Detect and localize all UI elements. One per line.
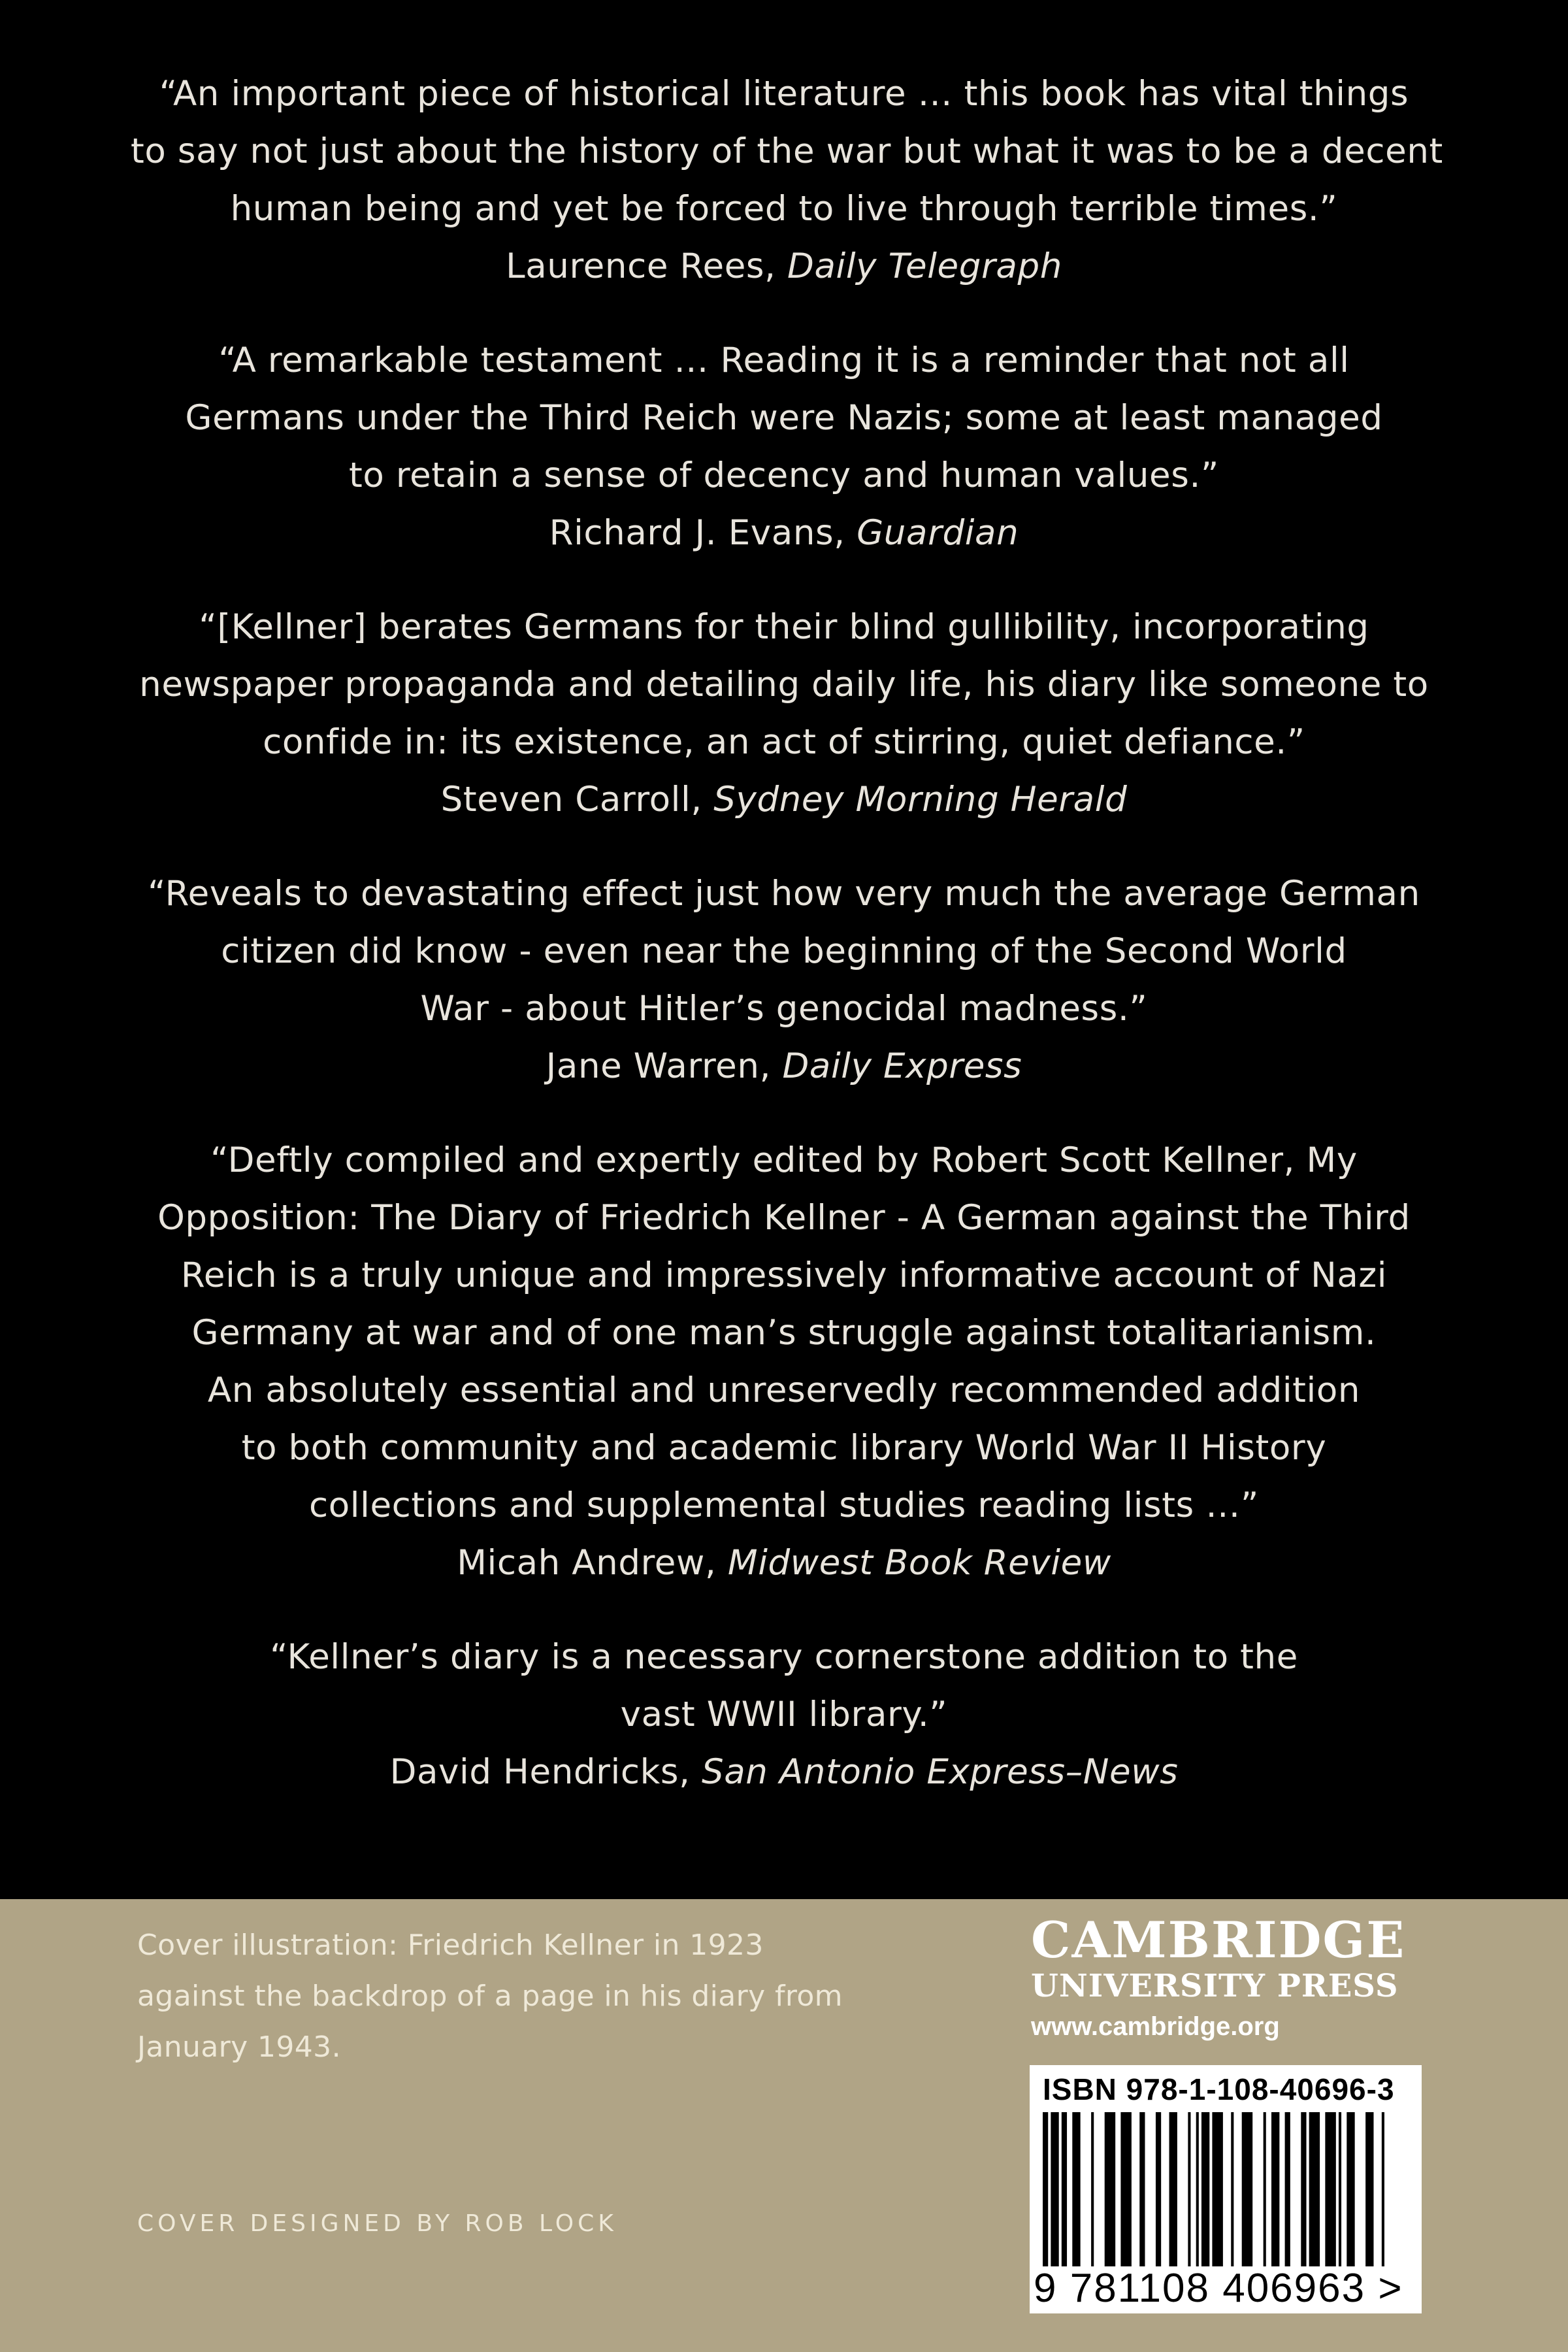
review-line: An absolutely essential and unreservedly recommended addition <box>207 1370 1361 1410</box>
barcode-bar <box>1271 2112 1279 2266</box>
review-author: Jane Warren, <box>546 1046 783 1086</box>
credit-line: against the backdrop of a page in his diary from <box>137 1979 843 2013</box>
review-attribution <box>131 238 1437 295</box>
review-line: “Deftly compiled and expertly edited by Robert Scott Kellner, My <box>210 1140 1358 1180</box>
barcode-bars <box>1043 2112 1409 2266</box>
review-source: Midwest Book Review <box>727 1543 1111 1583</box>
barcode-bar <box>1072 2112 1080 2266</box>
barcode-bar <box>1051 2112 1058 2266</box>
barcode-bar <box>1285 2112 1290 2266</box>
barcode-bar <box>1201 2112 1209 2266</box>
reviews-list <box>131 65 1443 1838</box>
review-line: to both community and academic library World War II History <box>241 1428 1327 1468</box>
review-6 <box>131 1629 1437 1801</box>
barcode-bar <box>1196 2112 1199 2266</box>
barcode-bar <box>1231 2112 1233 2266</box>
cover-illustration-credit <box>137 1920 843 2073</box>
review-line: Germany at war and of one man’s struggle against totalitarianism. <box>191 1313 1377 1353</box>
review-line: vast WWII library.” <box>620 1695 948 1734</box>
review-1 <box>131 65 1443 295</box>
review-5 <box>131 1132 1437 1592</box>
review-author: David Hendricks, <box>389 1752 702 1792</box>
barcode-bar <box>1309 2112 1320 2266</box>
review-attribution <box>131 1744 1437 1801</box>
barcode-bar <box>1212 2112 1222 2266</box>
review-line: citizen did know - even near the beginning of the Second World <box>221 931 1347 971</box>
review-source: Daily Express <box>782 1046 1022 1086</box>
review-line: Germans under the Third Reich were Nazis; some at least managed <box>185 398 1383 438</box>
review-line: “Reveals to devastating effect just how very much the average German <box>148 874 1420 914</box>
barcode-bar <box>1169 2112 1177 2266</box>
barcode-digits: 9 781108 406963 > <box>1034 2266 1403 2311</box>
credit-line: Cover illustration: Friedrich Kellner in 1923 <box>137 1929 764 1962</box>
designer-credit: COVER DESIGNED BY ROB LOCK <box>137 2210 617 2237</box>
footer-panel <box>0 1899 1568 2352</box>
isbn-label: ISBN 978-1-108-40696-3 <box>1043 2072 1395 2106</box>
review-line: Reich is a truly unique and impressively informative account of Nazi <box>180 1255 1388 1295</box>
publisher-logo <box>1031 1913 1436 2048</box>
review-3 <box>131 599 1437 829</box>
barcode-bar <box>1301 2112 1306 2266</box>
review-line: “A remarkable testament … Reading it is a reminder that not all <box>218 340 1350 380</box>
barcode-bar <box>1325 2112 1335 2266</box>
barcode-bar <box>1156 2112 1161 2266</box>
review-line: Opposition: The Diary of Friedrich Kellner - A German against the Third <box>157 1198 1411 1238</box>
review-2 <box>131 332 1437 562</box>
publisher-subtitle: UNIVERSITY PRESS <box>1031 1968 1399 2004</box>
review-line: War - about Hitler’s genocidal madness.” <box>420 989 1148 1029</box>
review-source: Sydney Morning Herald <box>713 780 1128 820</box>
review-author: Richard J. Evans, <box>549 513 857 553</box>
review-attribution <box>131 1038 1437 1095</box>
barcode-bar <box>1382 2112 1384 2266</box>
review-source: Daily Telegraph <box>787 246 1062 286</box>
barcode-bar <box>1139 2112 1145 2266</box>
publisher-name: CAMBRIDGE <box>1031 1911 1406 1969</box>
review-line: human being and yet be forced to live through terrible times.” <box>230 189 1338 229</box>
barcode-bar <box>1091 2112 1094 2266</box>
barcode-bar <box>1188 2112 1190 2266</box>
review-line: newspaper propaganda and detailing daily life, his diary like someone to <box>139 665 1429 704</box>
review-source: San Antonio Express–News <box>701 1752 1179 1792</box>
review-author: Micah Andrew, <box>457 1543 728 1583</box>
review-line: to retain a sense of decency and human values.” <box>349 455 1219 495</box>
barcode-bar <box>1339 2112 1341 2266</box>
review-line: “[Kellner] berates Germans for their blind gullibility, incorporating <box>199 607 1369 647</box>
review-author: Steven Carroll, <box>440 780 714 820</box>
barcode-bar <box>1043 2112 1048 2266</box>
review-source: Guardian <box>857 513 1019 553</box>
barcode-bar <box>1105 2112 1115 2266</box>
barcode-bar <box>1120 2112 1131 2266</box>
review-4 <box>131 865 1437 1095</box>
review-line: “Kellner’s diary is a necessary cornerstone addition to the <box>270 1637 1298 1677</box>
barcode-bar <box>1347 2112 1354 2266</box>
publisher-url: www.cambridge.org <box>1031 2012 1280 2041</box>
review-line: confide in: its existence, an act of stirring, quiet defiance.” <box>263 722 1305 762</box>
barcode-bar <box>1264 2112 1266 2266</box>
barcode-bar <box>1365 2112 1373 2266</box>
review-author: Laurence Rees, <box>506 246 788 286</box>
review-attribution <box>131 771 1437 829</box>
credit-line: January 1943. <box>137 2030 341 2064</box>
review-line: “An important piece of historical literature … this book has vital things <box>159 74 1409 114</box>
review-attribution <box>131 505 1437 562</box>
review-line: to say not just about the history of the war but what it was to be a decent <box>131 131 1443 171</box>
isbn-barcode <box>1030 2065 1422 2313</box>
barcode-bar <box>1242 2112 1252 2266</box>
review-attribution <box>131 1534 1437 1592</box>
barcode-bar <box>1062 2112 1067 2266</box>
review-line: collections and supplemental studies reading lists …” <box>309 1485 1259 1525</box>
